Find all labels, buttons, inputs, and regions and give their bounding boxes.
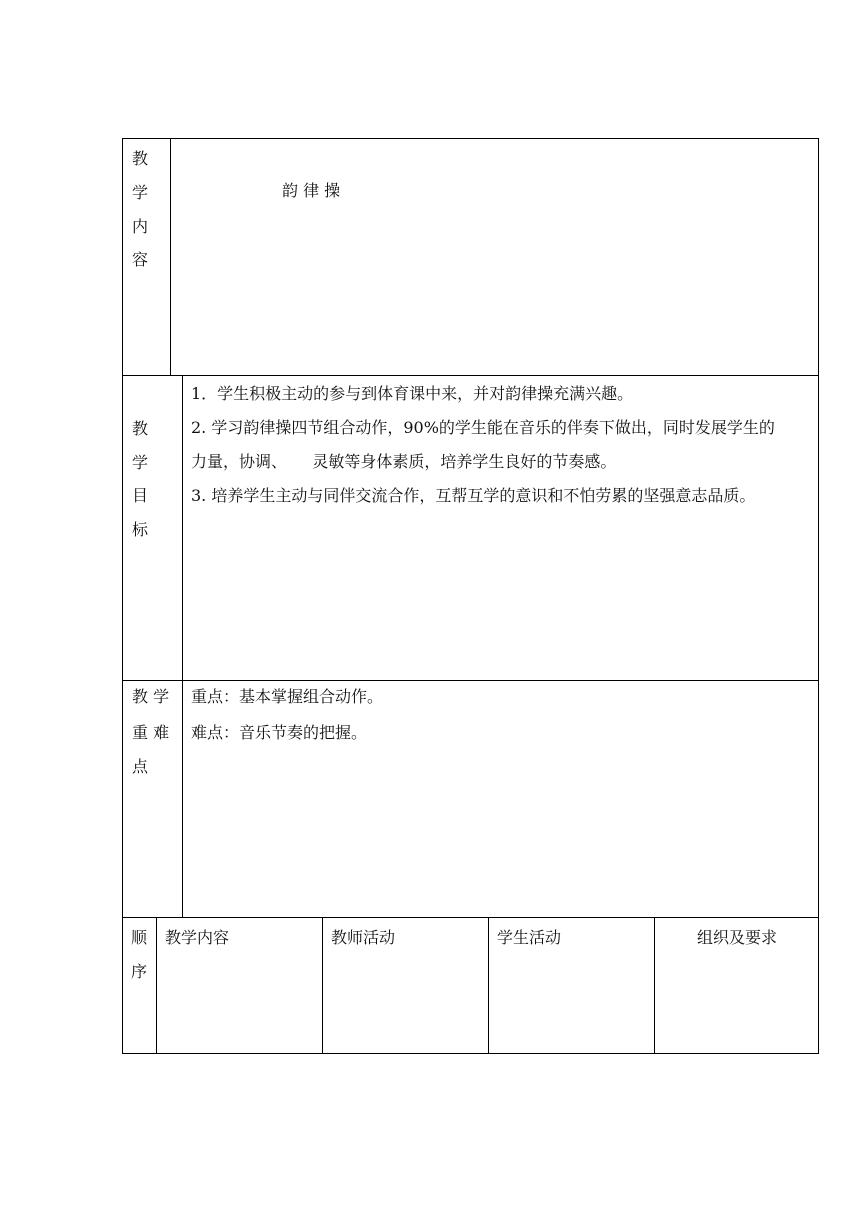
column-header: 学生活动 — [497, 928, 562, 947]
label-char: 教 — [132, 419, 149, 438]
difficult-point-line: 难点：音乐节奏的把握。 — [191, 723, 368, 742]
key-points-label — [123, 681, 183, 917]
label-char: 容 — [132, 250, 149, 269]
label-char: 目 — [132, 486, 149, 505]
teacher-col — [322, 918, 489, 1053]
student-col — [488, 918, 655, 1053]
label-text: 点 — [132, 757, 149, 776]
column-header: 组织及要求 — [697, 928, 778, 947]
sequence-label-char: 顺 — [131, 928, 148, 947]
objective-line: 力量，协调、 灵敏等身体素质，培养学生良好的节奏感。 — [191, 452, 617, 471]
label-char: 标 — [132, 520, 149, 539]
key-point-line: 重点：基本掌握组合动作。 — [191, 687, 384, 706]
label-text: 教 学 — [132, 687, 170, 706]
teaching-content-label — [123, 139, 171, 375]
sequence-col — [123, 918, 157, 1053]
sequence-label-char: 序 — [131, 962, 148, 981]
content-col — [156, 918, 323, 1053]
column-header: 教学内容 — [165, 928, 230, 947]
objective-line: 3. 培养学生主动与同伴交流合作，互帮互学的意识和不怕劳累的坚强意志品质。 — [191, 486, 756, 505]
lesson-title: 韵 律 操 — [282, 181, 341, 200]
teaching-objectives-section — [122, 375, 819, 681]
label-char: 教 — [132, 149, 149, 168]
teaching-content-section — [122, 138, 819, 376]
teaching-objectives-label — [123, 376, 183, 680]
objective-line: 1．学生积极主动的参与到体育课中来，并对韵律操充满兴趣。 — [191, 384, 634, 403]
key-points-section — [122, 680, 819, 918]
column-header: 教师活动 — [331, 928, 396, 947]
organization-col — [654, 918, 819, 1053]
objective-line: 2. 学习韵律操四节组合动作，90%的学生能在音乐的伴奏下做出，同时发展学生的 — [191, 418, 775, 437]
label-char: 学 — [132, 453, 149, 472]
label-char: 学 — [132, 183, 149, 202]
label-char: 内 — [132, 217, 149, 236]
sequence-table — [122, 917, 819, 1054]
label-text: 重 难 — [132, 723, 170, 742]
